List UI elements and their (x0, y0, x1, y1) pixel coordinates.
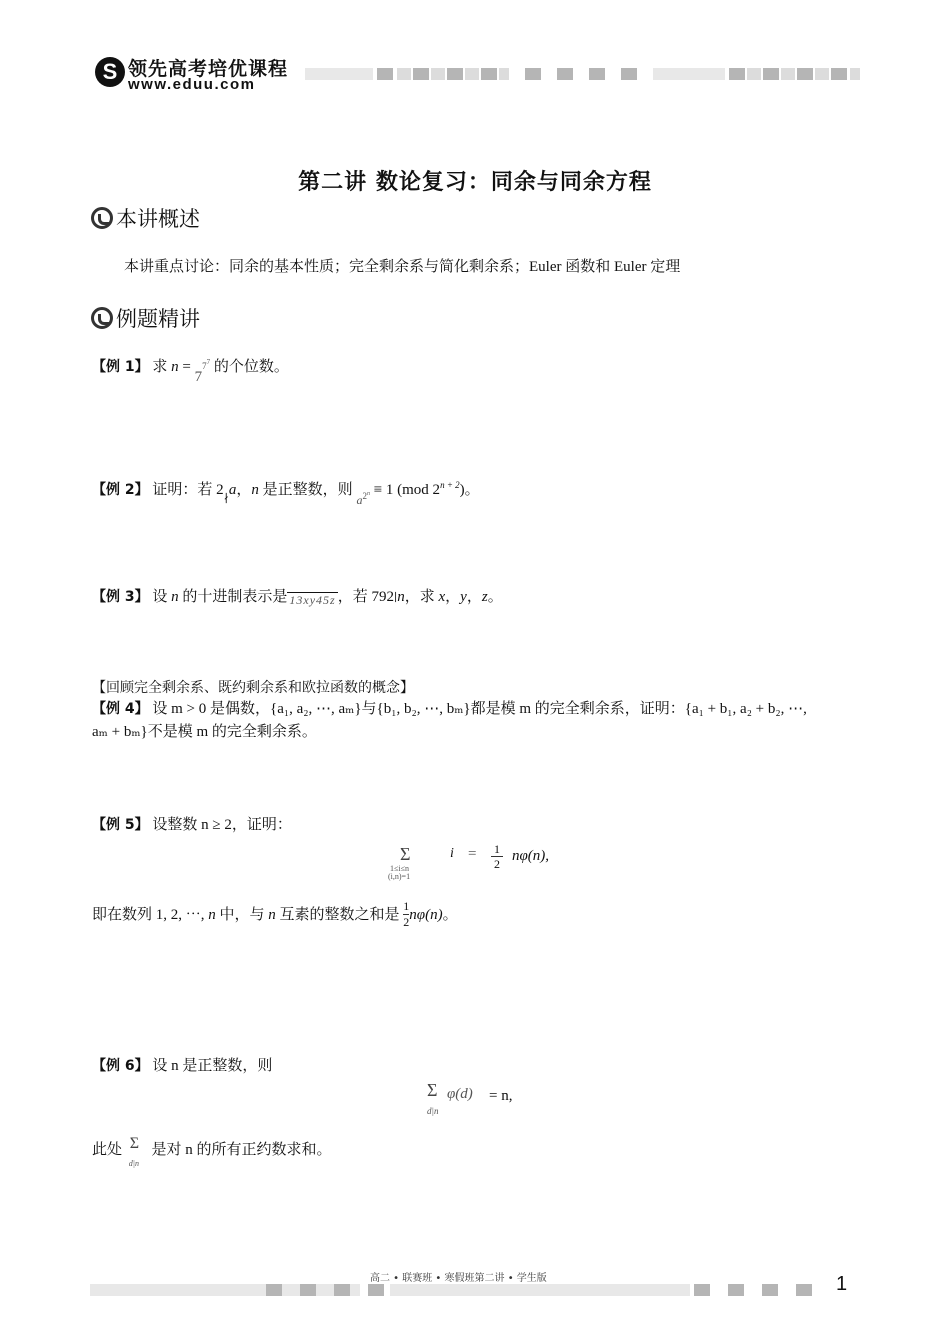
example-4-line2: aₘ + bₘ}不是模 m 的完全剩余系。 (92, 724, 317, 740)
review-note: 【回顾完全剩余系、既约剩余系和欧拉函数的概念】 (92, 680, 414, 696)
example-3: 【例 3】 设 n 的十进制表示是 $_{13xy45z}$ ，若 792∣n，求 x，y，z。 (92, 589, 503, 607)
example-6-formula: Σ d|n φ(d) = n, (427, 1080, 513, 1116)
footer-bar (90, 1284, 818, 1296)
page-number: 1 (836, 1273, 848, 1295)
example-5-formula: Σ 1≤i≤n (i,n)=1 i = 1 2 nφ(n), (388, 842, 550, 881)
example-6: 【例 6】 设 n 是正整数，则 (92, 1058, 273, 1074)
refresh-icon (91, 307, 113, 329)
refresh-icon (91, 207, 113, 229)
overview-text: 本讲重点讨论：同余的基本性质；完全剩余系与简化剩余系；Euler 函数和 Euler 定理 (124, 259, 681, 275)
example-5: 【例 5】 设整数 n ≥ 2，证明： (92, 817, 292, 833)
section-overview-title: 本讲概述 (116, 207, 200, 231)
page-title: 第二讲 数论复习：同余与同余方程 (298, 170, 652, 195)
logo-icon: S (95, 57, 125, 87)
logo-title: 领先高考培优课程 (128, 58, 289, 80)
example-1: 【例 1】 求 $n = 77^7$ 的个位数。 (92, 358, 289, 385)
example-6-line2: 此处 Σ d|n 是对 n 的所有正约数求和。 (92, 1135, 332, 1168)
footer-text: 高二 • 联赛班 • 寒假班第二讲 • 学生版 (370, 1273, 547, 1284)
example-2: 【例 2】 证明：若 $2_∤a$，n 是正整数，则 $_{a^{2^n}}$ ≡ 1 (mod $2^{n + 2}$)。 (92, 480, 480, 507)
example-5-line2: 即在数列 1, 2, ⋯, n 中，与 n 互素的整数之和是 $\frac{1}{2}$ nφ(n)。 (92, 899, 458, 929)
section-examples-title: 例题精讲 (116, 307, 200, 331)
logo-url: www.eduu.com (128, 76, 256, 93)
header-bar (305, 68, 860, 80)
example-4: 【例 4】 设 m > 0 是偶数，{a₁, a₂, ⋯, aₘ}与{b₁, b₂, ⋯, bₘ}都是模 m 的完全剩余系，证明：{a₁ + b₁, a₂ + b₂, ⋯, (92, 701, 807, 717)
